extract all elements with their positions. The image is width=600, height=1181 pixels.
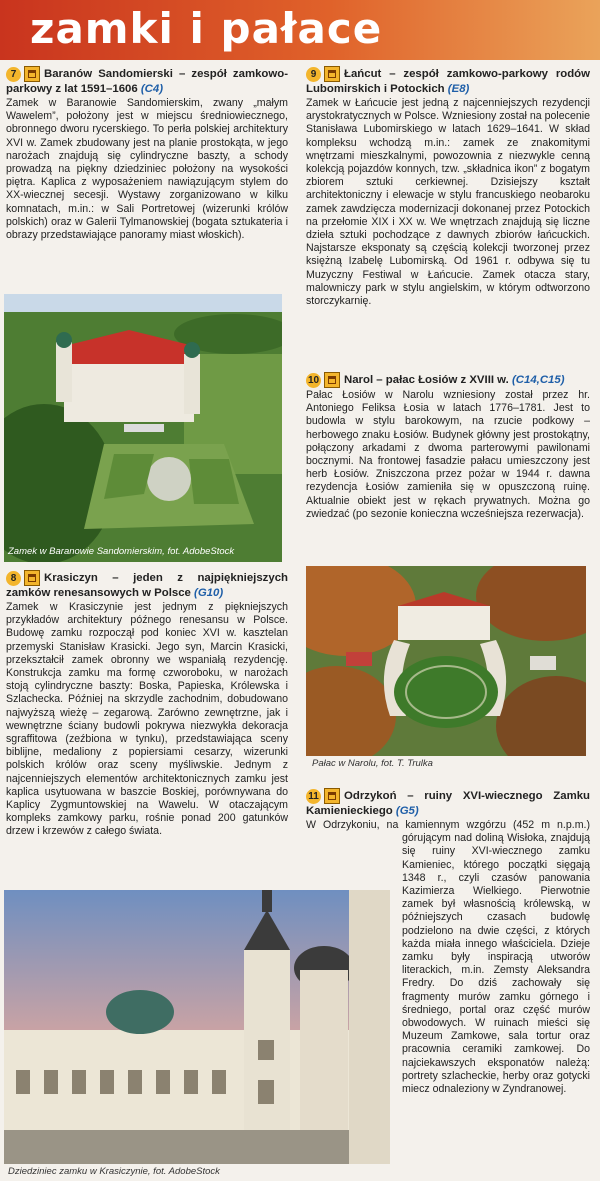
item-number: 10: [307, 374, 320, 386]
item-number: 7: [6, 67, 21, 82]
caption-narol: Pałac w Narolu, fot. T. Trulka: [312, 758, 433, 769]
item-krasiczyn: [6, 570, 288, 839]
item-text: Pałac Łosiów w Narolu wzniesiony został przez hr. Antoniego Feliksa Łosia w latach 1776–1781. Jest to budowla w stylu barokowym, na rzucie podkowy – herbowego znaku Łosiów. Budynek główny jest prostokątny, połączony arkadami z dwoma parterowymi pawilonami bocznymi. Na frontowej fasadzie pałacu umieszczony jest herb Łosiów. Zniszczona przez pożar w 1944 r. dawna rezydencja Łosiów zamieniła się w opuszczoną ruinę. Aktualnie obiekt jest w rękach prywatnych. Można go zwiedzać (po sezonie konieczna wcześniejsza rezerwacja).: [306, 389, 590, 520]
item-title: Krasiczyn – jeden z najpiękniejszych zamków renesansowych w Polsce: [6, 572, 288, 599]
castle-icon: [24, 66, 40, 82]
item-number: 9: [306, 67, 321, 82]
page-header: [0, 0, 600, 60]
item-narol: [306, 372, 590, 521]
map-reference: (G5): [395, 805, 419, 817]
castle-icon: [324, 66, 340, 82]
item-title: Łańcut – zespół zamkowo-parkowy rodów Lubomirskich i Potockich: [306, 68, 590, 95]
item-text: W Odrzykoniu, na kamiennym wzgórzu (452 m n.p.m.) górującym nad doliną Wisłoka, znajdują się ruiny XVI-wiecznego zamku Kamieniec, którego początki sięgają 1348 r., czyli czasów panowania Kazimierza Wielkiego. Pierwotnie zamek był własnością królewską, w późniejszych czasach budowlę podzielono na dwie części, z których każda miała innego właściciela. Dzieje zamku były inspiracją utworów literackich, m.in. Zemsty Aleksandra Fredry. Do dziś zachowały się fragmenty murów zamku górnego i średniego, portal oraz część murów obwodowych. W ruinach mieści się Muzeum Zamkowe, sala tortur oraz pracownia ceramiki zamkowej. Do najciekawszych eksponatów należą: portrety szlacheckie, herby oraz gotycki miecz odnaleziony w Zyndranowej.: [306, 819, 590, 1096]
item-lancut: [306, 66, 590, 308]
item-odrzykon: [306, 788, 590, 1096]
item-text: Zamek w Łańcucie jest jedną z najcenniejszych rezydencji arystokratycznych w Polsce. Wzniesiony został na polecenie Stanisława Lubomirskiego w latach 1629–1641. W skład kompleksu wchodzą m.in.: zamek ze znakomitymi wnętrzami mieszkalnymi, powozownia z niezwykle cenną kolekcją pojazdów konnych, tzw. „składnica ikon” z bogatym zbiorem sztuki cerkiewnej. Dzisiejszy kształt architektoniczny i elewacje w stylu francuskiego neobaroku zamek zawdzięcza modernizacji dokonanej przez Potockich na przełomie XIX i XX w. We wnętrzach znajdują się liczne dzieła sztuki pochodzące z dawnych zbiorów łańcuckich. Najstarsze eksponaty są częścią kolekcji tworzonej przez księżną Izabelę Lubomirską. Od 1961 r. odbywa się tu Muzyczny Festiwal w Łańcucie. Zamek otacza stary, malowniczy park w stylu angielskim, w którym odtworzono storczykarnię.: [306, 97, 590, 308]
item-title: Narol – pałac Łosiów z XVIII w.: [344, 374, 509, 387]
caption-krasiczyn: Dziedziniec zamku w Krasiczynie, fot. AdobeStock: [8, 1166, 220, 1177]
item-heading: [306, 788, 590, 818]
item-number: 11: [306, 789, 321, 804]
map-reference: (C14,C15): [511, 374, 565, 387]
item-text: Zamek w Baranowie Sandomierskim, zwany „małym Wawelem”, położony jest w miejscu średniowiecznego, obronnego dworu rycerskiego. To perła polskiej architektury XVI w. Zamek zbudowany jest na planie prostokąta, w jego narożach znajdują się cylindryczne baszty, a schody prowadzą na piękny dziedziniec położony na wysokości piętra. Kaplica z wyposażeniem nawiązującym stylem do XX-wiecznej secesji. Wystawy zorganizowano w kilku komnatach, m.in.: w Sali Portretowej (wizerunki królów polskich) oraz w Galerii Tylmanowskiej (bogata sztukateria i obrazy przedstawiające panoramy miast włoskich).: [6, 97, 288, 242]
item-heading: [306, 372, 590, 388]
map-reference: (E8): [447, 83, 470, 95]
castle-icon: [324, 372, 340, 388]
map-reference: (C4): [140, 83, 164, 95]
item-heading: [6, 570, 288, 600]
photo-baranow: [4, 294, 282, 562]
castle-icon: [324, 788, 340, 804]
item-number: 8: [6, 571, 21, 586]
item-title: Odrzykoń – ruiny XVI-wiecznego Zamku Kamienieckiego: [306, 790, 590, 817]
caption-baranow: Zamek w Baranowie Sandomierskim, fot. AdobeStock: [8, 546, 235, 557]
photo-narol: [306, 566, 586, 756]
item-heading: [6, 66, 288, 96]
item-title: Baranów Sandomierski – zespół zamkowo-parkowy z lat 1591–1606: [6, 68, 288, 95]
map-reference: (G10): [194, 587, 224, 599]
item-baranow: [6, 66, 288, 242]
item-text: Zamek w Krasiczynie jest jednym z piękniejszych przykładów architektury późnego renesansu w Polsce. Budowę zamku rozpoczął pod koniec XVI w. kasztelan przemyski Stanisław Krasicki. Jego syn, Marcin Krasicki, przekształcił zamek obronny we wspaniałą rezydencję. Konstrukcja zamku ma formę czworoboku, w narożach stoją cylindryczne baszty: Boska, Papieska, Królewska i Szlachecka. Później na skrzydle zachodnim, dobudowano najwyższą wieżę – zegarową. Zarówno zewnętrzne, jak i wewnętrzne ściany budowli pokrywa niezwykła dekoracja sgraffitowa (zeźbiona w tynku), przedstawiająca sceny biblijne, medaliony z popiersiami cesarzy, wizerunki polskich królów oraz sceny myśliwskie. Jednym z najcenniejszych elementów architektonicznych zamku jest kaplica usytuowana w baszcie Boskiej, porównywana do Kaplicy Zygmuntowskiej na Wawelu. W otaczającym kompleks zamkowy parku, rośnie ponad 200 gatunków drzew i krzewów z całego świata.: [6, 601, 288, 838]
castle-icon: [24, 570, 40, 586]
item-heading: [306, 66, 590, 96]
page-title: zamki i pałace: [30, 4, 383, 53]
